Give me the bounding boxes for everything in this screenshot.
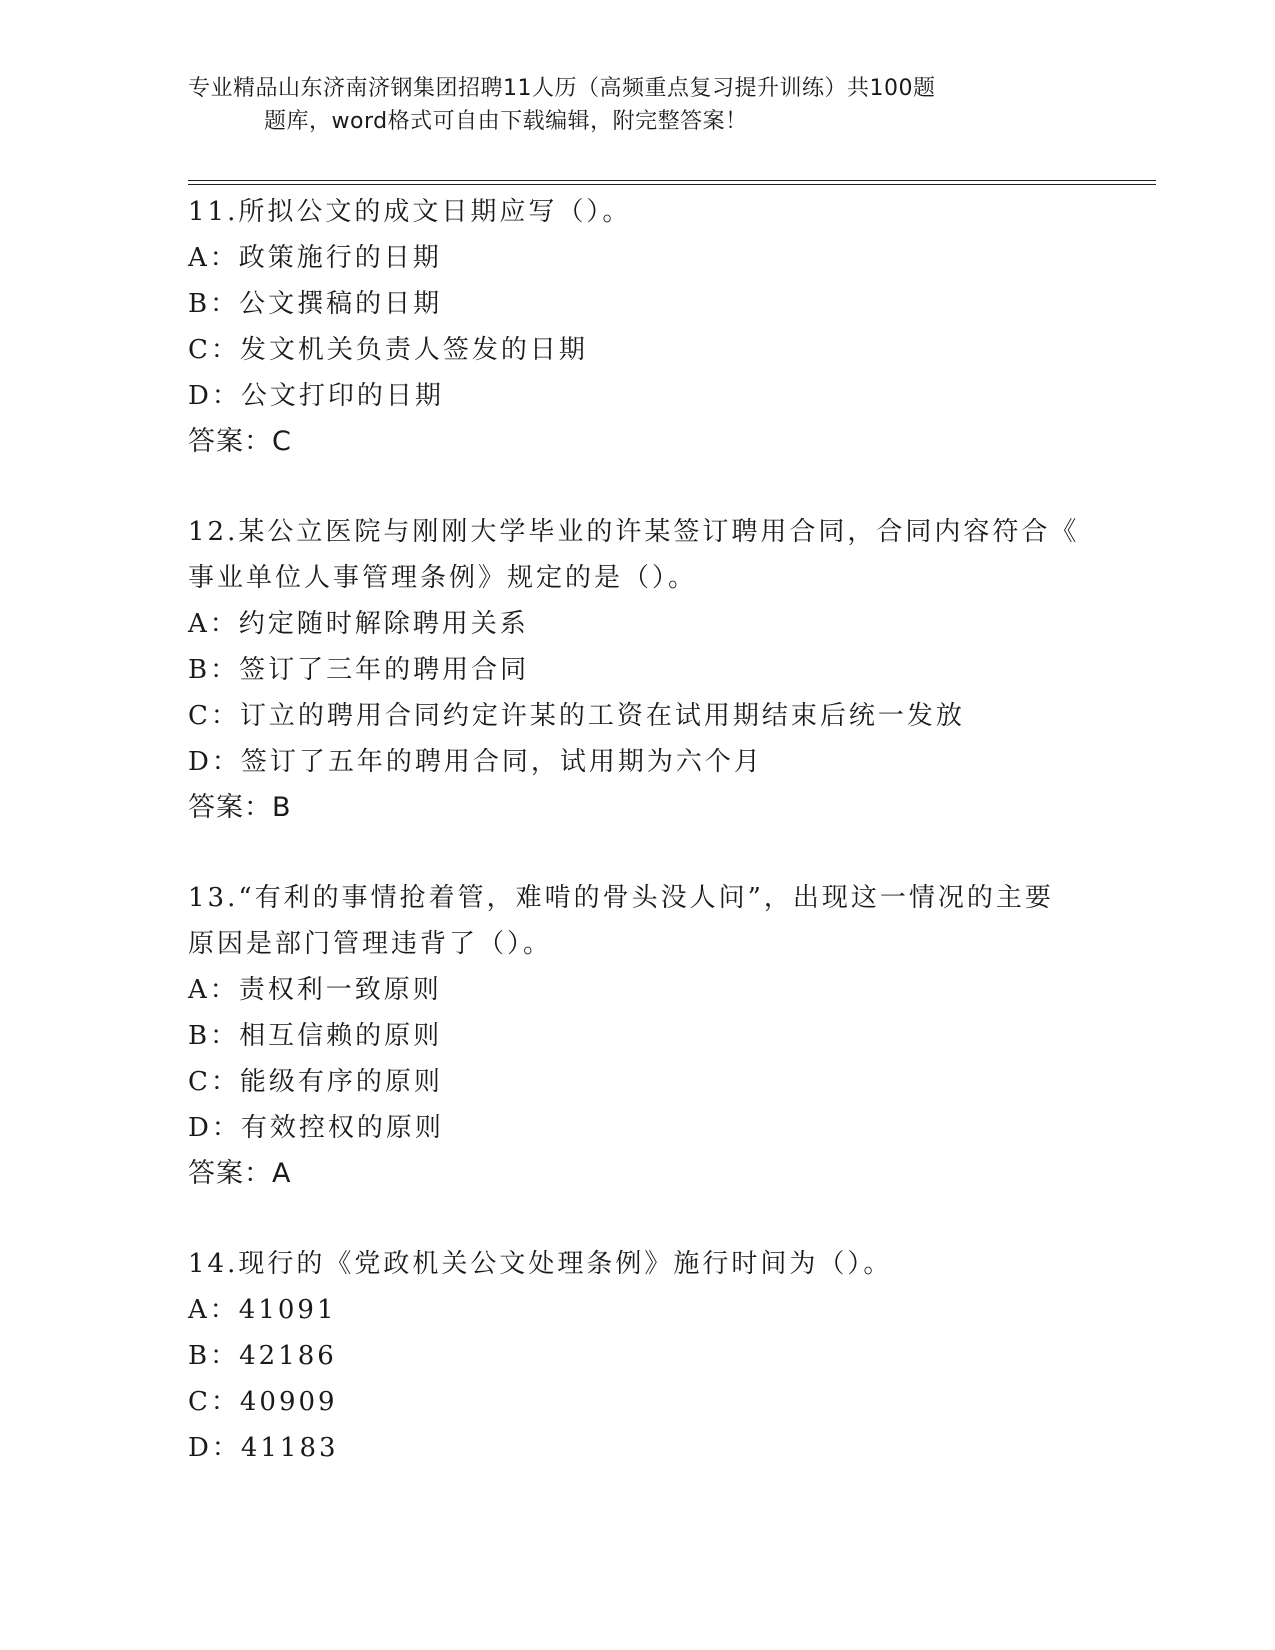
option-c: C：发文机关负责人签发的日期 <box>188 335 588 365</box>
option-b: B：签订了三年的聘用合同 <box>188 655 530 685</box>
answer: 答案：B <box>188 792 292 823</box>
option-c: C：订立的聘用合同约定许某的工资在试用期结束后统一发放 <box>188 701 965 731</box>
question-stem-cont: 原因是部门管理违背了（）。 <box>188 929 553 959</box>
option-d: D：公文打印的日期 <box>188 381 444 411</box>
answer: 答案：C <box>188 426 292 457</box>
option-a: A：约定随时解除聘用关系 <box>188 609 529 639</box>
question-stem: 13.“有利的事情抢着管，难啃的骨头没人问”，出现这一情况的主要 <box>188 883 1054 913</box>
header-rule-top <box>188 180 1156 181</box>
header-line-1: 专业精品山东济南济钢集团招聘11人历（高频重点复习提升训练）共100题 <box>188 76 936 101</box>
question-14 <box>188 1241 1088 1471</box>
header-line-2: 题库，word格式可自由下载编辑，附完整答案！ <box>264 109 748 134</box>
option-b: B：相互信赖的原则 <box>188 1021 443 1051</box>
question-12 <box>188 509 1088 831</box>
option-d: D：41183 <box>188 1433 339 1463</box>
question-13 <box>188 875 1088 1197</box>
option-d: D：有效控权的原则 <box>188 1113 444 1143</box>
question-11 <box>188 189 1088 465</box>
option-b: B：42186 <box>188 1341 337 1371</box>
header-rule-bottom <box>188 184 1156 185</box>
document-header <box>188 72 1068 138</box>
option-a: A：41091 <box>188 1295 337 1325</box>
option-a: A：政策施行的日期 <box>188 243 442 273</box>
option-c: C：能级有序的原则 <box>188 1067 443 1097</box>
question-stem: 12.某公立医院与刚刚大学毕业的许某签订聘用合同，合同内容符合《 <box>188 517 1080 547</box>
answer: 答案：A <box>188 1158 292 1189</box>
option-b: B：公文撰稿的日期 <box>188 289 443 319</box>
question-stem: 11.所拟公文的成文日期应写（）。 <box>188 197 632 227</box>
option-d: D：签订了五年的聘用合同，试用期为六个月 <box>188 747 763 777</box>
question-list <box>188 189 1088 1515</box>
option-c: C：40909 <box>188 1387 338 1417</box>
question-stem-cont: 事业单位人事管理条例》规定的是（）。 <box>188 563 698 593</box>
option-a: A：责权利一致原则 <box>188 975 442 1005</box>
question-stem: 14.现行的《党政机关公文处理条例》施行时间为（）。 <box>188 1249 893 1279</box>
